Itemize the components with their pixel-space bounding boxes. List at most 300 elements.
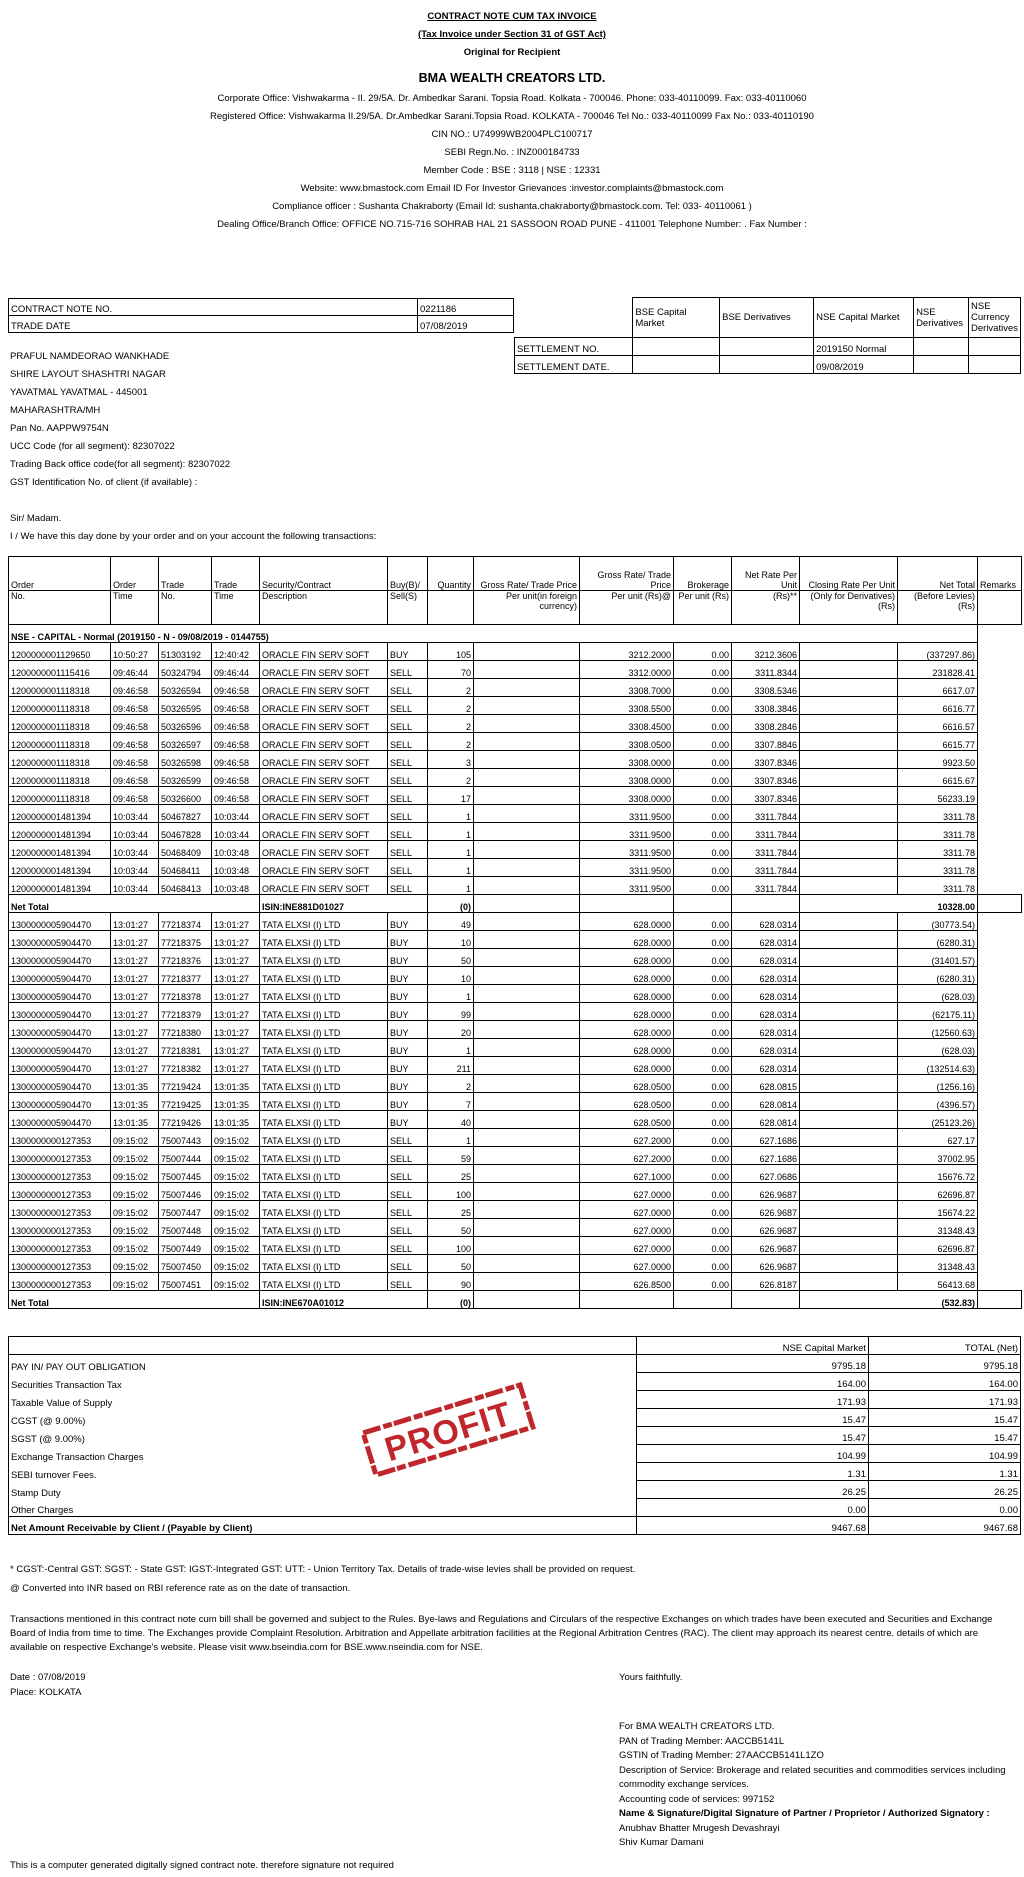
table-cell: 3311.7844 [732, 823, 800, 841]
table-cell: ORACLE FIN SERV SOFT [260, 877, 388, 895]
net-total-label: Net Total [9, 895, 260, 913]
table-cell [800, 1219, 898, 1237]
table-row [9, 1057, 1022, 1075]
empty-cell [978, 1255, 1022, 1273]
table-cell: 3311.9500 [580, 805, 674, 823]
table-cell: SELL [388, 1147, 428, 1165]
table-cell: 09:46:58 [212, 733, 260, 751]
table-cell [800, 1237, 898, 1255]
table-cell: ORACLE FIN SERV SOFT [260, 679, 388, 697]
signatory-gstin: GSTIN of Trading Member: 27AACCB5141L1ZO [619, 1750, 824, 1761]
table-cell: TATA ELXSI (I) LTD [260, 985, 388, 1003]
summary-value: 15.47 [637, 1409, 869, 1427]
table-cell: 09:15:02 [212, 1165, 260, 1183]
table-cell: 3308.3846 [732, 697, 800, 715]
client-state: MAHARASHTRA/MH [10, 405, 101, 416]
table-cell: ORACLE FIN SERV SOFT [260, 823, 388, 841]
table-cell: 09:15:02 [111, 1147, 159, 1165]
table-cell: 100 [428, 1237, 474, 1255]
table-cell [800, 787, 898, 805]
table-cell: 627.0686 [732, 1165, 800, 1183]
isin-code: ISIN:INE670A01012 [260, 1291, 428, 1309]
table-cell: SELL [388, 841, 428, 859]
rules-note: Transactions mentioned in this contract note cum bill shall be governed and subject to the Rules. Bye-laws and Regulations and Circulars of the respective Exchanges on which trades have been executed and Securities and Exchange Board of India from time to time. The Exchanges provide Complaint Resolution. Arbitration and Appellate arbitration facilities at the Regional Arbitration Centres (RAC). The client may approach its nearest centre. details of which are available on respective Exchange's website. Please visit www.bseindia.com for BSE.www.nseindia.com for NSE. [10, 1614, 993, 1653]
empty-cell [978, 1057, 1022, 1075]
table-cell: 2 [428, 733, 474, 751]
summary-label: Stamp Duty [9, 1481, 637, 1499]
table-cell [474, 787, 580, 805]
company-name: BMA WEALTH CREATORS LTD. [418, 71, 606, 85]
table-cell: 10:03:44 [111, 859, 159, 877]
settlement-date-label: SETTLEMENT DATE. [515, 356, 633, 374]
table-cell: 1300000000127353 [9, 1183, 111, 1201]
table-cell: BUY [388, 643, 428, 661]
summary-value: 9795.18 [637, 1355, 869, 1373]
table-row [9, 1129, 1022, 1147]
empty-cell [978, 1183, 1022, 1201]
table-cell: 09:15:02 [212, 1273, 260, 1291]
table-cell: 13:01:27 [212, 931, 260, 949]
table-cell: 49 [428, 913, 474, 931]
table-cell: 62696.87 [898, 1237, 978, 1255]
table-cell: 1200000001118318 [9, 769, 111, 787]
table-cell: 626.9687 [732, 1255, 800, 1273]
table-cell: 0.00 [674, 1147, 732, 1165]
table-cell: 13:01:27 [111, 913, 159, 931]
table-cell: 20 [428, 1021, 474, 1039]
table-cell: TATA ELXSI (I) LTD [260, 1057, 388, 1075]
table-row [9, 913, 1022, 931]
table-cell [800, 1255, 898, 1273]
table-cell: 1200000001118318 [9, 751, 111, 769]
table-cell: 2 [428, 769, 474, 787]
table-cell [800, 931, 898, 949]
table-cell [800, 1129, 898, 1147]
table-cell: TATA ELXSI (I) LTD [260, 1021, 388, 1039]
table-cell: 09:15:02 [111, 1201, 159, 1219]
table-cell: 3308.4500 [580, 715, 674, 733]
table-cell: 628.0000 [580, 1021, 674, 1039]
table-cell: 627.2000 [580, 1147, 674, 1165]
table-cell: 09:15:02 [212, 1183, 260, 1201]
table-cell: 77218375 [159, 931, 212, 949]
table-row [9, 1255, 1022, 1273]
table-cell: 13:01:27 [111, 1021, 159, 1039]
table-cell: SELL [388, 805, 428, 823]
column-header-sub: Time [212, 591, 260, 625]
table-cell: 1300000000127353 [9, 1129, 111, 1147]
table-cell: 09:46:58 [111, 787, 159, 805]
table-cell: 09:46:58 [212, 697, 260, 715]
table-cell: 0.00 [674, 1003, 732, 1021]
table-cell: SELL [388, 769, 428, 787]
table-cell: 90 [428, 1273, 474, 1291]
table-cell: 75007443 [159, 1129, 212, 1147]
table-cell: 10:50:27 [111, 643, 159, 661]
table-cell: 13:01:27 [212, 913, 260, 931]
table-cell: 50326597 [159, 733, 212, 751]
table-cell: 3311.9500 [580, 823, 674, 841]
settlement-col: NSE Derivatives [914, 298, 969, 338]
signatory-block [619, 1720, 1019, 1851]
column-header: Quantity [428, 557, 474, 591]
empty-cell [580, 1291, 674, 1309]
summary-value: 0.00 [637, 1499, 869, 1517]
table-cell: 628.0000 [580, 1039, 674, 1057]
table-cell: 628.0000 [580, 913, 674, 931]
table-cell [800, 805, 898, 823]
table-cell: 3311.78 [898, 841, 978, 859]
table-cell: 3308.0000 [580, 787, 674, 805]
table-cell: 10:03:44 [212, 823, 260, 841]
empty-cell [978, 1039, 1022, 1057]
table-cell: 3311.7844 [732, 805, 800, 823]
table-cell: 13:01:27 [111, 1003, 159, 1021]
table-cell: 0.00 [674, 1219, 732, 1237]
table-cell: 2 [428, 697, 474, 715]
table-cell: 628.0500 [580, 1111, 674, 1129]
table-cell: 09:15:02 [111, 1237, 159, 1255]
signatory-label: Name & Signature/Digital Signature of Partner / Proprietor / Authorized Signatory : [619, 1808, 990, 1819]
table-cell [474, 697, 580, 715]
table-cell: SELL [388, 679, 428, 697]
table-cell [474, 1147, 580, 1165]
net-total-label: Net Total [9, 1291, 260, 1309]
signatory-names: Anubhav Bhatter Mrugesh Devashrayi [619, 1822, 780, 1834]
table-cell: 6617.07 [898, 679, 978, 697]
table-cell [474, 931, 580, 949]
table-cell: 1 [428, 1129, 474, 1147]
table-cell [800, 1075, 898, 1093]
table-cell: 3311.78 [898, 805, 978, 823]
table-cell: 77218379 [159, 1003, 212, 1021]
table-cell: 09:46:44 [111, 661, 159, 679]
table-cell [474, 1003, 580, 1021]
table-cell: SELL [388, 751, 428, 769]
table-cell: 10:03:44 [111, 823, 159, 841]
table-cell: TATA ELXSI (I) LTD [260, 967, 388, 985]
table-cell: 0.00 [674, 1039, 732, 1057]
table-cell: TATA ELXSI (I) LTD [260, 949, 388, 967]
empty-cell [978, 733, 1022, 751]
table-cell: 3311.7844 [732, 877, 800, 895]
table-cell: 628.0000 [580, 967, 674, 985]
table-row [9, 823, 1022, 841]
client-gst: GST Identification No. of client (if available) : [10, 477, 198, 488]
table-cell: 0.00 [674, 859, 732, 877]
table-cell: 1300000005904470 [9, 931, 111, 949]
table-cell: 13:01:35 [111, 1075, 159, 1093]
table-cell: 1200000001481394 [9, 841, 111, 859]
empty-cell [978, 1201, 1022, 1219]
table-cell [800, 1003, 898, 1021]
table-cell: 628.0314 [732, 1057, 800, 1075]
table-row [9, 1075, 1022, 1093]
table-cell: 1300000005904470 [9, 985, 111, 1003]
empty-cell [978, 787, 1022, 805]
table-cell: TATA ELXSI (I) LTD [260, 1111, 388, 1129]
table-row [9, 859, 1022, 877]
client-details [10, 348, 376, 546]
table-cell: (31401.57) [898, 949, 978, 967]
yours-faithfully: Yours faithfully. [619, 1672, 683, 1683]
table-cell: 3312.0000 [580, 661, 674, 679]
table-cell: (628.03) [898, 985, 978, 1003]
table-cell: TATA ELXSI (I) LTD [260, 1201, 388, 1219]
table-cell: SELL [388, 1183, 428, 1201]
signatory-accounting-code: Accounting code of services: 997152 [619, 1793, 775, 1805]
table-cell: BUY [388, 1003, 428, 1021]
table-cell: (6280.31) [898, 967, 978, 985]
empty-cell [978, 1093, 1022, 1111]
table-row [9, 1219, 1022, 1237]
header-line: Member Code : BSE : 3118 | NSE : 12331 [423, 165, 601, 176]
table-cell: 10:03:48 [212, 841, 260, 859]
document-title: CONTRACT NOTE CUM TAX INVOICE [427, 11, 597, 22]
table-cell: 17 [428, 787, 474, 805]
table-cell: 1300000000127353 [9, 1219, 111, 1237]
table-cell: 0.00 [674, 1201, 732, 1219]
trade-date: 07/08/2019 [418, 316, 514, 333]
table-cell [474, 1111, 580, 1129]
summary-row [9, 1499, 1021, 1517]
table-cell [474, 841, 580, 859]
column-header-sub: Sell(S) [388, 591, 428, 625]
table-cell: 0.00 [674, 1111, 732, 1129]
table-cell: 09:15:02 [111, 1129, 159, 1147]
table-row [9, 877, 1022, 895]
client-ucc: UCC Code (for all segment): 82307022 [10, 441, 175, 452]
table-cell: 13:01:27 [212, 1021, 260, 1039]
table-cell: 0.00 [674, 1237, 732, 1255]
table-cell: 3311.7844 [732, 841, 800, 859]
table-cell: 3311.78 [898, 823, 978, 841]
note-date: Date : 07/08/2019 [10, 1672, 86, 1683]
settlement-date-nse: 09/08/2019 [814, 356, 914, 374]
signatory-description: Description of Service: Brokerage and related securities and commodities services including commodity exchange services. [619, 1764, 1006, 1790]
table-cell [474, 1255, 580, 1273]
table-cell: 627.0000 [580, 1255, 674, 1273]
table-row [9, 1183, 1022, 1201]
table-cell [800, 715, 898, 733]
table-cell: 75007446 [159, 1183, 212, 1201]
table-cell: 59 [428, 1147, 474, 1165]
table-cell: TATA ELXSI (I) LTD [260, 913, 388, 931]
table-row [9, 679, 1022, 697]
table-cell [474, 1165, 580, 1183]
table-cell: 231828.41 [898, 661, 978, 679]
table-cell: 40 [428, 1111, 474, 1129]
table-cell: 50 [428, 1255, 474, 1273]
settlement-col: NSE Capital Market [814, 298, 914, 338]
net-total-amount: (532.83) [800, 1291, 978, 1309]
empty-cell [474, 895, 580, 913]
table-cell: 628.0314 [732, 985, 800, 1003]
footer-note: This is a computer generated digitally signed contract note. therefore signature not required [10, 1860, 394, 1871]
table-cell: 1300000000127353 [9, 1147, 111, 1165]
empty-cell [978, 895, 1022, 913]
empty-cell [978, 949, 1022, 967]
table-cell: 1300000000127353 [9, 1255, 111, 1273]
table-cell: 10:03:44 [212, 805, 260, 823]
table-cell: (4396.57) [898, 1093, 978, 1111]
document-header [0, 8, 1024, 234]
empty-cell [732, 895, 800, 913]
table-cell: 75007444 [159, 1147, 212, 1165]
table-row [9, 805, 1022, 823]
column-header: Gross Rate/ Trade Price [474, 557, 580, 591]
table-cell [474, 679, 580, 697]
settlement-col: NSE Currency Derivatives [969, 298, 1021, 338]
table-cell: 6615.77 [898, 733, 978, 751]
empty-cell [978, 625, 1022, 643]
table-cell: 62696.87 [898, 1183, 978, 1201]
table-cell: 3311.9500 [580, 841, 674, 859]
empty-cell [978, 1165, 1022, 1183]
table-cell: 0.00 [674, 787, 732, 805]
empty-cell [674, 895, 732, 913]
column-header: Gross Rate/ Trade Price [580, 557, 674, 591]
table-cell: (25123.26) [898, 1111, 978, 1129]
table-cell: 1200000001115416 [9, 661, 111, 679]
table-cell: 13:01:27 [111, 949, 159, 967]
section-label: NSE - CAPITAL - Normal (2019150 - N - 09/08/2019 - 0144755) [9, 625, 978, 643]
table-cell: 626.9687 [732, 1219, 800, 1237]
table-cell: 50468411 [159, 859, 212, 877]
empty-cell [978, 697, 1022, 715]
empty-cell [978, 931, 1022, 949]
table-cell: BUY [388, 949, 428, 967]
table-cell: 0.00 [674, 643, 732, 661]
summary-label: Other Charges [9, 1499, 637, 1517]
table-cell: 628.0500 [580, 1075, 674, 1093]
table-cell: 15674.22 [898, 1201, 978, 1219]
table-cell: 1200000001118318 [9, 679, 111, 697]
table-cell: 1200000001481394 [9, 877, 111, 895]
table-cell: 628.0000 [580, 985, 674, 1003]
table-cell: 628.0000 [580, 931, 674, 949]
column-header-sub: Per unit (Rs)@ [580, 591, 674, 625]
table-cell: 1 [428, 859, 474, 877]
table-cell [800, 1021, 898, 1039]
intro-text: I / We have this day done by your order and on your account the following transactions: [10, 531, 377, 542]
header-line: Corporate Office: Vishwakarma - II. 29/5A. Dr. Ambedkar Sarani. Topsia Road. Kolkata - 700046. Phone: 033-40110099. Fax: 033-40110060 [217, 93, 807, 104]
table-cell: SELL [388, 1201, 428, 1219]
table-cell: TATA ELXSI (I) LTD [260, 1219, 388, 1237]
empty-cell [674, 1291, 732, 1309]
table-cell: 50326595 [159, 697, 212, 715]
table-cell: TATA ELXSI (I) LTD [260, 1093, 388, 1111]
table-cell: BUY [388, 931, 428, 949]
table-cell: 211 [428, 1057, 474, 1075]
table-cell: 1 [428, 823, 474, 841]
table-row [9, 751, 1022, 769]
table-cell: (337297.86) [898, 643, 978, 661]
summary-row [9, 1445, 1021, 1463]
table-cell: 628.0000 [580, 1057, 674, 1075]
table-cell: 50326600 [159, 787, 212, 805]
table-cell: 3307.8346 [732, 787, 800, 805]
table-cell: (6280.31) [898, 931, 978, 949]
table-cell [800, 985, 898, 1003]
table-cell: BUY [388, 1057, 428, 1075]
table-cell: 1300000005904470 [9, 913, 111, 931]
table-cell: 628.0814 [732, 1093, 800, 1111]
column-header: Security/Contract [260, 557, 388, 591]
table-cell: 0.00 [674, 733, 732, 751]
table-cell: 13:01:27 [111, 931, 159, 949]
summary-label: Taxable Value of Supply [9, 1391, 637, 1409]
client-name: PRAFUL NAMDEORAO WANKHADE [10, 351, 170, 362]
table-cell: SELL [388, 787, 428, 805]
table-cell: 75007449 [159, 1237, 212, 1255]
empty-cell [9, 1337, 637, 1355]
table-cell: 15676.72 [898, 1165, 978, 1183]
table-cell [474, 1237, 580, 1255]
table-cell: 13:01:27 [212, 1039, 260, 1057]
table-row [9, 1165, 1022, 1183]
table-cell: 1200000001118318 [9, 715, 111, 733]
table-cell: 77218381 [159, 1039, 212, 1057]
empty-cell [732, 1291, 800, 1309]
table-cell: SELL [388, 859, 428, 877]
table-row [9, 733, 1022, 751]
table-cell: TATA ELXSI (I) LTD [260, 1129, 388, 1147]
table-cell: 627.0000 [580, 1237, 674, 1255]
table-cell: BUY [388, 985, 428, 1003]
table-cell: 6615.67 [898, 769, 978, 787]
table-cell: 50326594 [159, 679, 212, 697]
table-cell: 50468409 [159, 841, 212, 859]
table-cell: 105 [428, 643, 474, 661]
table-cell: 627.17 [898, 1129, 978, 1147]
table-cell: SELL [388, 877, 428, 895]
settlement-no-label: SETTLEMENT NO. [515, 338, 633, 356]
original-label: Original for Recipient [463, 47, 561, 58]
table-cell: 10:03:48 [212, 877, 260, 895]
table-cell [474, 1021, 580, 1039]
empty-cell [978, 1021, 1022, 1039]
table-cell: 0.00 [674, 931, 732, 949]
table-cell: 3308.5500 [580, 697, 674, 715]
summary-label: Securities Transaction Tax [9, 1373, 637, 1391]
table-cell: 0.00 [674, 661, 732, 679]
table-cell: BUY [388, 913, 428, 931]
table-cell: 3307.8346 [732, 769, 800, 787]
table-cell: ORACLE FIN SERV SOFT [260, 769, 388, 787]
table-cell [800, 643, 898, 661]
table-row [9, 643, 1022, 661]
table-cell: 09:15:02 [111, 1165, 159, 1183]
table-cell: 1300000000127353 [9, 1237, 111, 1255]
table-cell: 0.00 [674, 751, 732, 769]
table-cell [474, 967, 580, 985]
table-cell: SELL [388, 1129, 428, 1147]
table-cell: 1300000000127353 [9, 1273, 111, 1291]
table-cell: 628.0814 [732, 1111, 800, 1129]
table-cell: 37002.95 [898, 1147, 978, 1165]
table-cell: 1 [428, 805, 474, 823]
table-cell: 3212.2000 [580, 643, 674, 661]
table-cell: SELL [388, 1237, 428, 1255]
table-cell: 09:46:58 [212, 679, 260, 697]
svg-text:PROFIT: PROFIT [380, 1394, 517, 1470]
empty-cell [978, 1219, 1022, 1237]
table-cell: 1300000005904470 [9, 1111, 111, 1129]
table-cell: 627.1000 [580, 1165, 674, 1183]
table-cell: 31348.43 [898, 1219, 978, 1237]
table-cell: TATA ELXSI (I) LTD [260, 1075, 388, 1093]
